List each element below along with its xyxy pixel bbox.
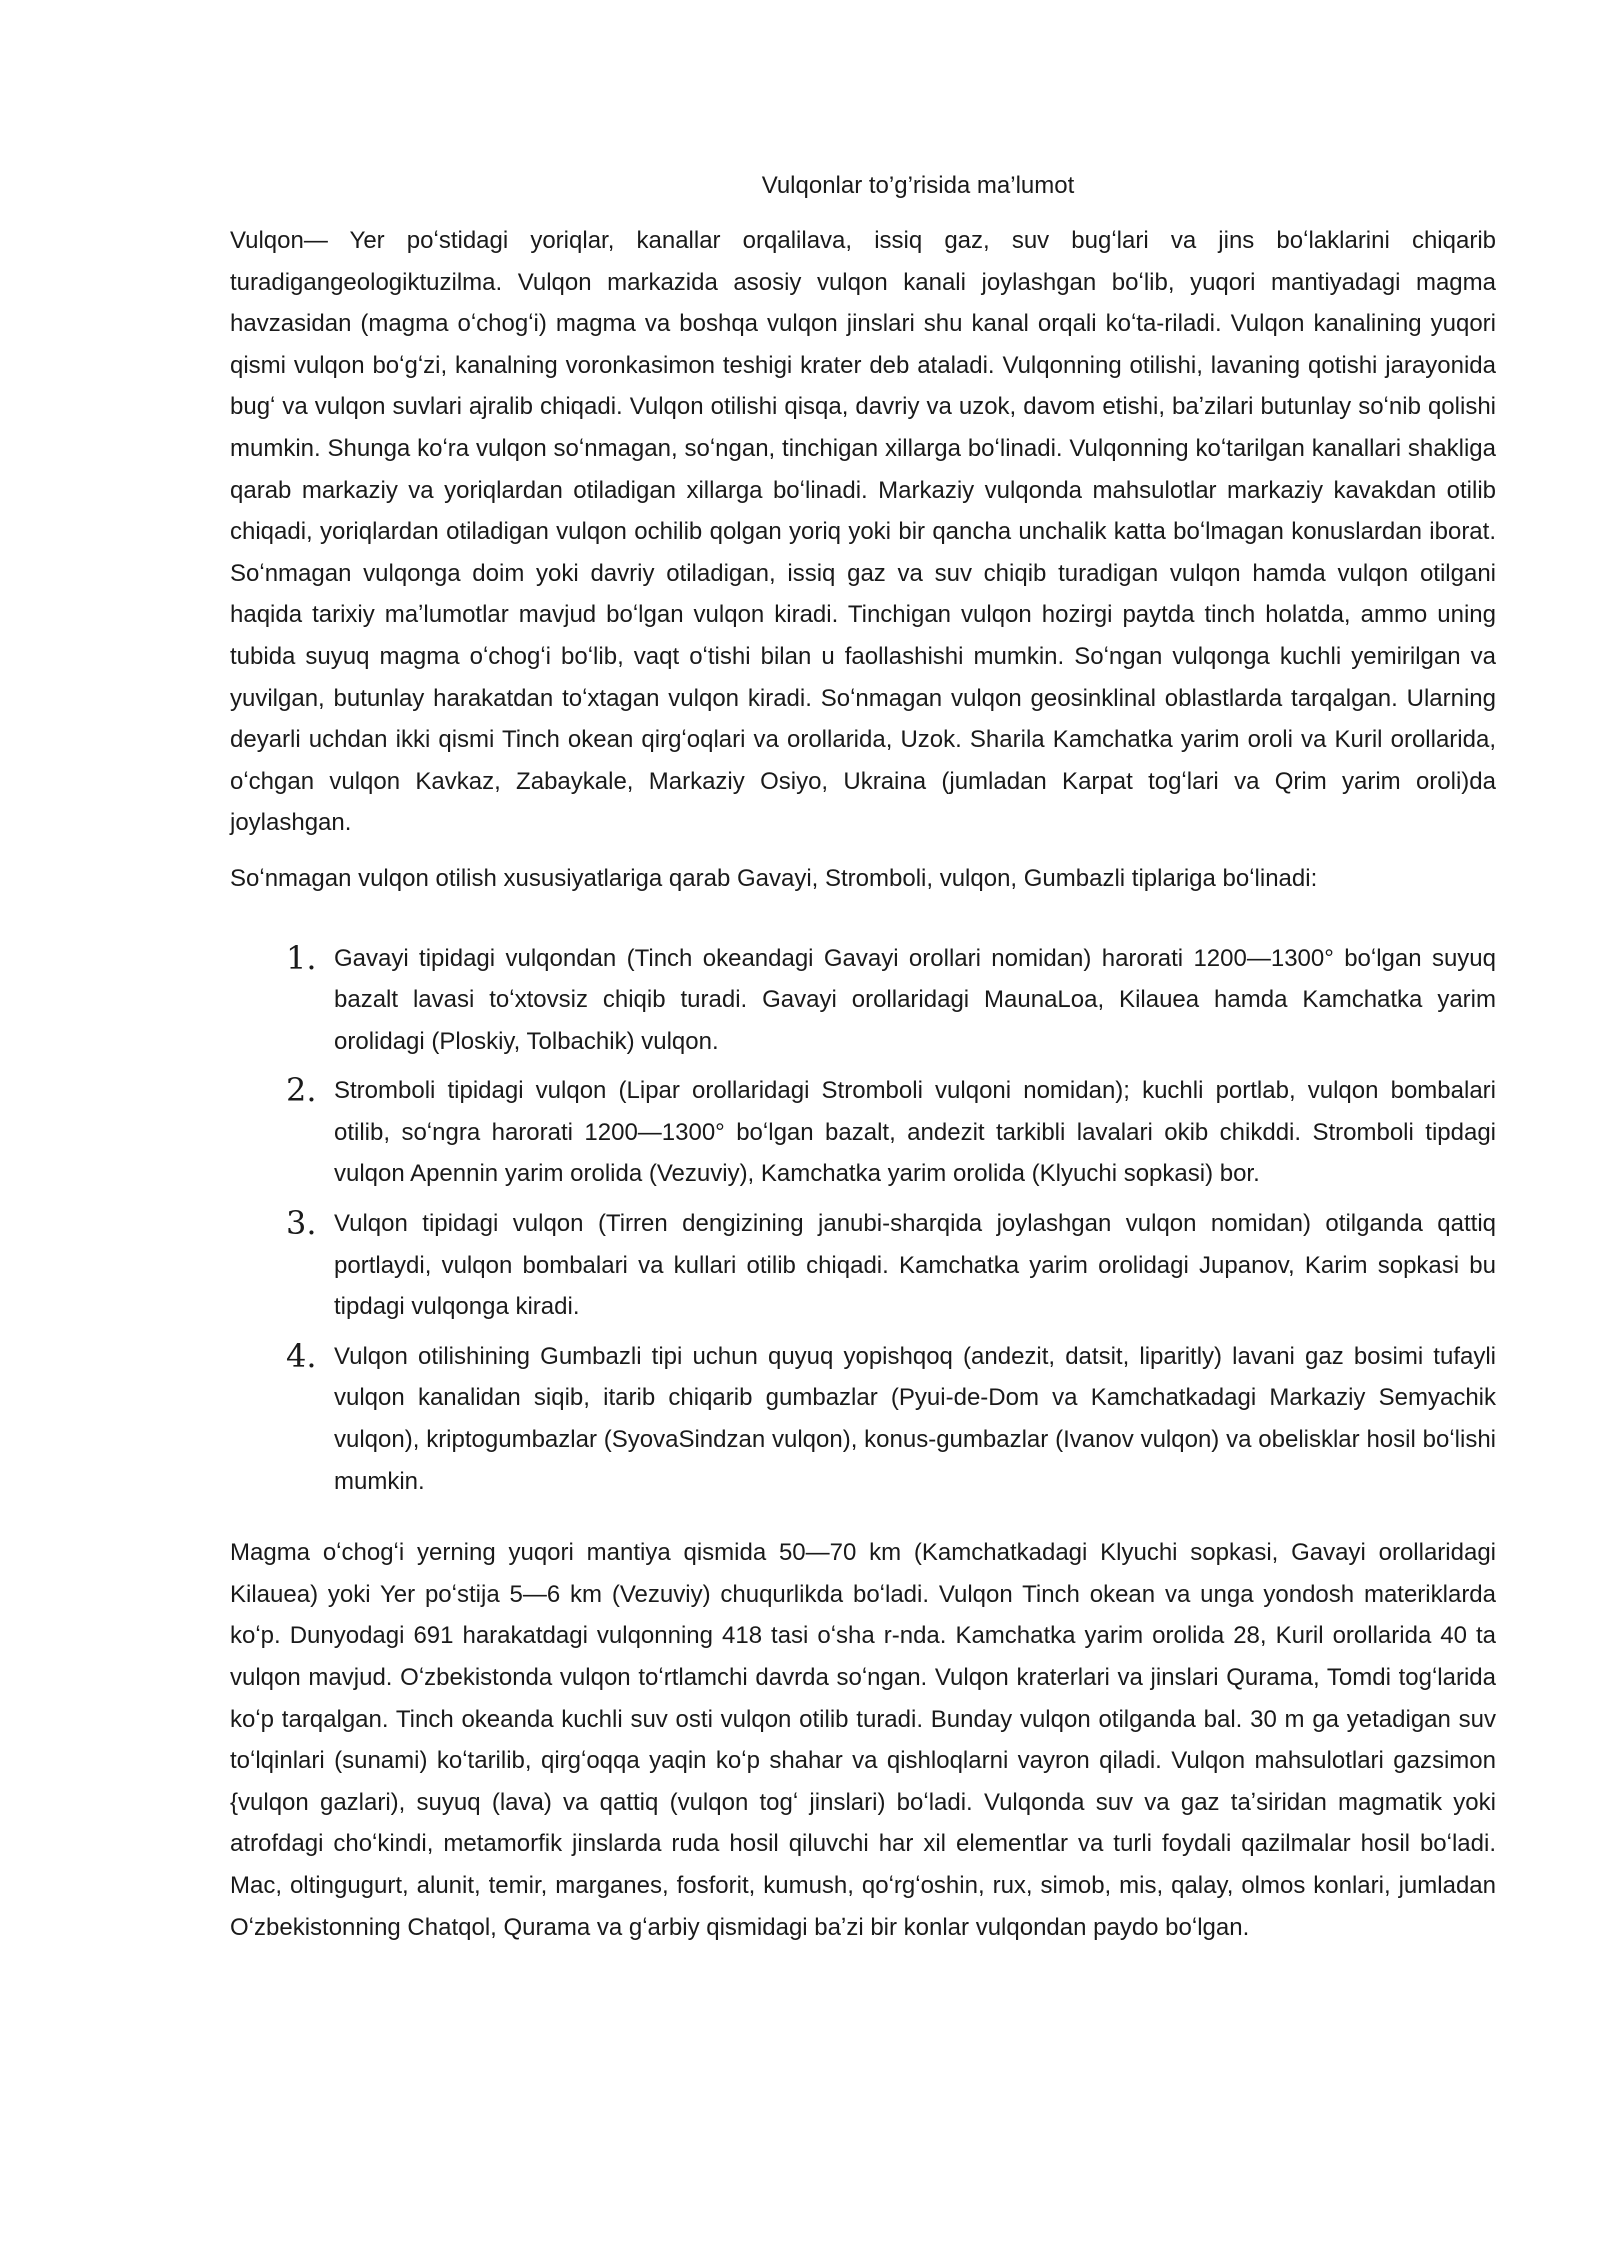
list-item [230, 1336, 1496, 1502]
document-page [230, 168, 1496, 1948]
list-item-text: Vulqon tipidagi vulqon (Tirren dengizining janubi-sharqida joylashgan vulqon nomidan) otilganda qattiq portlaydi, vulqon bombalari va kullari otilib chiqadi. Kamchatka yarim orolidagi Jupanov, Karim sopkasi bu tipdagi vulqonga kiradi. [334, 1210, 1496, 1321]
list-item-text: Stromboli tipidagi vulqon (Lipar orollaridagi Stromboli vulqoni nomidan); kuchli portlab, vulqon bombalari otilib, soʻngra harorati 1200—1300° boʻlgan bazalt, andezit tarkibli lavalari okib chikddi. Stromboli tipdagi vulqon Apennin yarim orolida (Vezuviy), Kamchatka yarim orolida (Klyuchi sopkasi) bor. [334, 1077, 1496, 1188]
list-item-text: Vulqon otilishining Gumbazli tipi uchun quyuq yopishqoq (andezit, datsit, liparitly) lavani gaz bosimi tufayli vulqon kanalidan siqib, itarib chiqarib gumbazlar (Pyui-de-Dom va Kamchatkadagi Markaziy Semyachik vulqon), kriptogumbazlar (SyovaSindzan vulqon), konus-gumbazlar (Ivanov vulqon) va obelisklar hosil boʻlishi mumkin. [334, 1342, 1496, 1495]
paragraph-main: Vulqon— Yer poʻstidagi yoriqlar, kanallar orqalilava, issiq gaz, suv bugʻlari va jins boʻlaklarini chiqarib turadigangeologiktuzilma. Vulqon markazida asosiy vulqon kanali joylashgan boʻlib, yuqori mantiyadagi magma havzasidan (magma oʻchogʻi) magma va boshqa vulqon jinslari shu kanal orqali koʻta-riladi. Vulqon kanalining yuqori qismi vulqon boʻgʻzi, kanalning voronkasimon teshigi krater deb ataladi. Vulqonning otilishi, lavaning qotishi jarayonida bugʻ va vulqon suvlari ajralib chiqadi. Vulqon otilishi qisqa, davriy va uzok, davom etishi, baʼzilari butunlay soʻnib qolishi mumkin. Shunga koʻra vulqon soʻnmagan, soʻngan, tinchigan xillarga boʻlinadi. Vulqonning koʻtarilgan kanallari shakliga qarab markaziy va yoriqlardan otiladigan xillarga boʻlinadi. Markaziy vulqonda mahsulotlar markaziy kavakdan otilib chiqadi, yoriqlardan otiladigan vulqon ochilib qolgan yoriq yoki bir qancha unchalik katta boʻlmagan konuslardan iborat. Soʻnmagan vulqonga doim yoki davriy otiladigan, issiq gaz va suv chiqib turadigan vulqon hamda vulqon otilgani haqida tarixiy maʼlumotlar mavjud boʻlgan vulqon kiradi. Tinchigan vulqon hozirgi paytda tinch holatda, ammo uning tubida suyuq magma oʻchogʻi boʻlib, vaqt oʻtishi bilan u faollashishi mumkin. Soʻngan vulqonga kuchli yemirilgan va yuvilgan, butunlay harakatdan toʻxtagan vulqon kiradi. Soʻnmagan vulqon geosinklinal oblastlarda tarqalgan. Ularning deyarli uchdan ikki qismi Tinch okean qirgʻoqlari va orollarida, Uzok. Sharila Kamchatka yarim oroli va Kuril orollarida, oʻchgan vulqon Kavkaz, Zabaykale, Markaziy Osiyo, Ukraina (jumladan Karpat togʻlari va Qrim yarim oroli)da joylashgan. [230, 227, 1496, 837]
paragraph-intro: Soʻnmagan vulqon otilish xususiyatlariga qarab Gavayi, Stromboli, vulqon, Gumbazli tiplariga boʻlinadi: [230, 864, 1318, 892]
list-item-text: Gavayi tipidagi vulqondan (Tinch okeandagi Gavayi orollari nomidan) harorati 1200—1300° boʻlgan suyuq bazalt lavasi toʻxtovsiz chiqib turadi. Gavayi orollaridagi MaunaLoa, Kilauea hamda Kamchatka yarim orolidagi (Ploskiy, Tolbachik) vulqon. [334, 944, 1496, 1055]
list-item [230, 938, 1496, 1063]
volcano-types-list [230, 938, 1496, 1503]
list-item-number: 4. [286, 1336, 317, 1375]
list-item [230, 1070, 1496, 1195]
list-item [230, 1203, 1496, 1328]
paragraph-final: Magma oʻchogʻi yerning yuqori mantiya qismida 50—70 km (Kamchatkadagi Klyuchi sopkasi, Gavayi orollaridagi Kilauea) yoki Yer poʻstija 5—6 km (Vezuviy) chuqurlikda boʻladi. Vulqon Tinch okean va unga yondosh materiklarda koʻp. Dunyodagi 691 harakatdagi vulqonning 418 tasi oʻsha r-nda. Kamchatka yarim orolida 28, Kuril orollarida 40 ta vulqon mavjud. Oʻzbekistonda vulqon toʻrtlamchi davrda soʻngan. Vulqon kraterlari va jinslari Qurama, Tomdi togʻlarida koʻp tarqalgan. Tinch okeanda kuchli suv osti vulqon otilib turadi. Bunday vulqon otilganda bal. 30 m ga yetadigan suv toʻlqinlari (sunami) koʻtarilib, qirgʻoqqa yaqin koʻp shahar va qishloqlarni vayron qiladi. Vulqon mahsulotlari gazsimon {vulqon gazlari), suyuq (lava) va qattiq (vulqon togʻ jinslari) boʻladi. Vulqonda suv va gaz taʼsiridan magmatik yoki atrofdagi choʻkindi, metamorfik jinslarda ruda hosil qiluvchi har xil elementlar va turli foydali qazilmalar hosil boʻladi. Mac, oltingugurt, alunit, temir, marganes, fosforit, kumush, qoʻrgʻoshin, rux, simob, mis, qalay, olmos konlari, jumladan Oʻzbekistonning Chatqol, Qurama va gʻarbiy qismidagi baʼzi bir konlar vulqondan paydo boʻlgan. [230, 1539, 1496, 1941]
list-item-number: 1. [286, 938, 317, 977]
list-item-number: 2. [286, 1071, 317, 1110]
list-item-number: 3. [286, 1204, 317, 1243]
document-title: Vulqonlar to’g’risida ma’lumot [761, 172, 1075, 199]
